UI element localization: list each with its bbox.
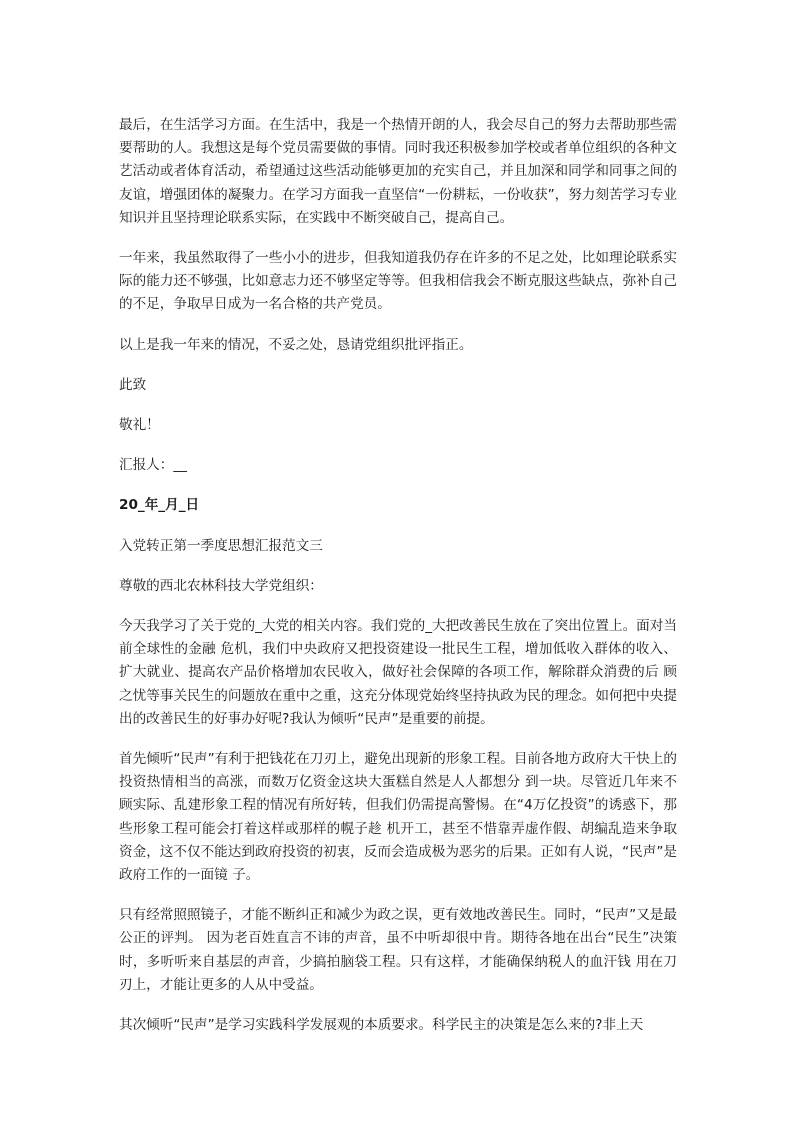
salutation-cizhi: 此致	[119, 376, 147, 393]
paragraph-mirror: 只有经常照照镜子，才能不断纠正和减少为政之误，更有效地改善民生。同时，“民声”又是最公正的评判。 因为老百姓直言不讳的声音，虽不中听却很中肯。期待各地在出台“民生”决策时，多听听来自基层的声音，少搞拍脑袋工程。只有这样，才能确保纳税人的血汗钱 用在刀刃上，才能让更多的人从中受益。	[119, 907, 677, 993]
document-page	[119, 114, 677, 1054]
reporter-signature: 汇报人：__	[119, 457, 187, 474]
salutation-jingli: 敬礼！	[119, 417, 160, 434]
paragraph-second-point: 其次倾听“民声”是学习实践科学发展观的本质要求。科学民主的决策是怎么来的?非上天	[119, 1017, 644, 1034]
paragraph-shortcomings: 一年来，我虽然取得了一些小小的进步，但我知道我仍存在许多的不足之处，比如理论联系实际的能力还不够强，比如意志力还不够坚定等等。但我相信我会不断克服这些缺点，弥补自己的不足，争取早日成为一名合格的共产党员。	[119, 250, 677, 313]
paragraph-first-point: 首先倾听“民声”有利于把钱花在刀刃上，避免出现新的形象工程。目前各地方政府大干快上的投资热情相当的高涨，而数万亿资金这块大蛋糕自然是人人都想分 到一块。尽管近几年来不顾实际、乱建形象工程的情况有所好转，但我们仍需提高警惕。在“4万亿投资”的诱惑下，那些形象工程可能会打着这样或那样的幌子趁 机开工，甚至不惜靠弄虚作假、胡编乱造来争取资金，这不仅不能达到政府投资的初衷，反而会造成极为恶劣的后果。正如有人说，“民声”是政府工作的一面镜 子。	[119, 751, 677, 884]
paragraph-closing-request: 以上是我一年来的情况，不妥之处，恳请党组织批评指正。	[119, 336, 473, 353]
paragraph-study-content: 今天我学习了关于党的_大党的相关内容。我们党的_大把改善民生放在了突出位置上。面对当前全球性的金融 危机，我们中央政府又把投资建设一批民生工程，增加低收入群体的收入、扩大就业、提高农产品价格增加农民收入，做好社会保障的各项工作，解除群众消费的后 顾之忧等事关民生的问题放在重中之重，这充分体现党始终坚持执政为民的理念。如何把中央提出的改善民生的好事办好呢?我认为倾听“民声”是重要的前提。	[119, 618, 677, 727]
article-title: 入党转正第一季度思想汇报范文三	[119, 537, 323, 554]
paragraph-life-study: 最后，在生活学习方面。在生活中，我是一个热情开朗的人，我会尽自己的努力去帮助那些需要帮助的人。我想这是每个党员需要做的事情。同时我还积极参加学校或者单位组织的各种文艺活动或者体育活动，希望通过这些活动能够更加的充实自己，并且加深和同学和同事之间的友谊，增强团体的凝聚力。在学习方面我一直坚信“一份耕耘，一份收获”，努力刻苦学习专业知识并且坚持理论联系实际，在实践中不断突破自己，提高自己。	[119, 117, 677, 226]
greeting: 尊敬的西北农林科技大学党组织：	[119, 577, 323, 594]
report-date: 20_年_月_日	[119, 497, 200, 514]
